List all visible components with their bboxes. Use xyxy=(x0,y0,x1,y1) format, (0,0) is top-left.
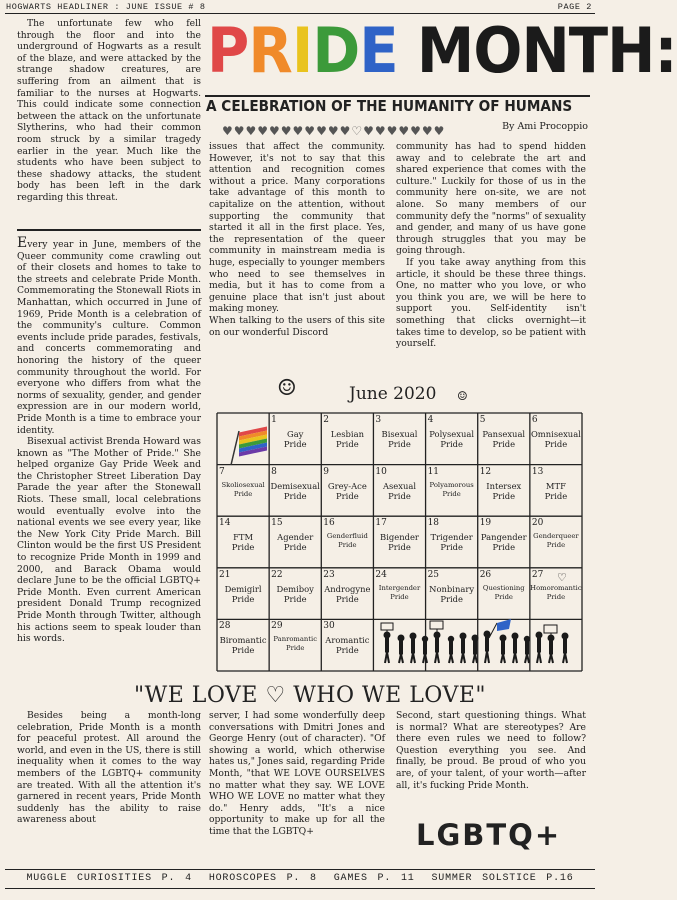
calendar-day-number: 9 xyxy=(323,466,330,477)
title-letter: P xyxy=(207,14,249,87)
pride-calendar xyxy=(217,413,582,671)
calendar-day xyxy=(530,465,582,517)
calendar-day xyxy=(321,465,373,517)
title-letter: I xyxy=(291,14,313,87)
article-column-2 xyxy=(209,141,385,338)
calendar-day-number: 23 xyxy=(323,569,335,580)
footer-rule-top xyxy=(5,869,595,870)
title-letter: R xyxy=(248,14,292,87)
calendar-day-label: Polysexual Pride xyxy=(429,429,475,449)
calendar-day xyxy=(269,619,321,671)
calendar-day xyxy=(478,516,530,568)
calendar-day-label: Homoromantic Pride xyxy=(530,583,582,601)
calendar-day-label: Agender Pride xyxy=(277,532,314,553)
calendar-day-label: Androgyne Pride xyxy=(324,583,371,604)
calendar-title: June 2020 xyxy=(349,384,437,404)
calendar-day xyxy=(321,619,373,671)
calendar-day-label: Biromantic Pride xyxy=(219,635,267,656)
calendar-day xyxy=(478,413,530,465)
article-column-3 xyxy=(396,141,586,350)
calendar-day-number: 13 xyxy=(531,466,544,477)
smiley-small-icon: ☺ xyxy=(457,389,468,403)
calendar-day-label: Nonbinary Pride xyxy=(429,583,475,604)
calendar-day-number: 16 xyxy=(323,518,335,529)
calendar-day-number: 7 xyxy=(219,466,225,477)
calendar-day-label: Omnisexual Pride xyxy=(530,429,581,449)
calendar-day xyxy=(478,465,530,517)
calendar-day-number: 10 xyxy=(375,466,387,477)
calendar-day-label: Pangender Pride xyxy=(480,532,527,553)
article-paragraph: server, I had some wonderfully deep conversations with Dmitri Jones and George Henry (out of character). "Of showing a world, which otherwise hates us," Jones said, regarding Pride Month, "that WE LOVE OURSELVES no matter what they say. WE LOVE WHO WE LOVE no matter what they do." Henry adds, "It's a nice opportunity to make up for all the time that the LGBTQ+ xyxy=(209,710,385,837)
calendar-day xyxy=(217,619,269,671)
calendar-day-label: Demisexual Pride xyxy=(270,480,320,501)
calendar-day-number: 28 xyxy=(219,621,231,632)
calendar-day-number: 26 xyxy=(479,569,492,580)
calendar-day-label: Lesbian Pride xyxy=(330,429,364,449)
calendar-day-label: Demiboy Pride xyxy=(276,583,314,604)
article-column-1 xyxy=(17,235,201,645)
calendar-day-number: 29 xyxy=(271,621,283,632)
calendar-day-label: Demigirl Pride xyxy=(224,583,262,604)
footer-item[interactable]: HOROSCOPES P. 8 xyxy=(208,873,317,884)
hearts-divider: ♥♥♥♥♥♥♥♥♥♥♥♡♥♥♥♥♥♥♥ xyxy=(222,124,446,138)
calendar-day-number: 20 xyxy=(531,518,544,529)
calendar-day xyxy=(373,413,425,465)
calendar-day-number: 17 xyxy=(375,518,387,529)
footer-item[interactable]: MUGGLE CURIOSITIES P. 4 xyxy=(26,873,192,884)
calendar-day-label: Skoliosexual Pride xyxy=(221,480,265,498)
calendar-day-label: Genderqueer Pride xyxy=(533,532,579,550)
article-paragraph: When talking to the users of this site on our wonderful Discord xyxy=(209,314,385,338)
calendar-day xyxy=(530,568,582,620)
calendar-day-number: 21 xyxy=(219,569,231,580)
calendar-day xyxy=(269,465,321,517)
calendar-day-label: Grey-Ace Pride xyxy=(327,480,367,501)
calendar-day-label: Polyamorous Pride xyxy=(429,480,474,498)
calendar-day-label: Intersex Pride xyxy=(486,480,522,501)
calendar-day-number: 6 xyxy=(531,415,538,425)
calendar-day-number: 30 xyxy=(323,621,335,632)
side-story-rule xyxy=(17,229,201,231)
byline: By Ami Procoppio xyxy=(502,121,588,132)
article-paragraph: community has had to spend hidden away and to celebrate the art and shared experience that comes with the culture." Luckily for those of us in the community here on-site, we are not alone. So many members of our community defy the "norms" of sexuality and gender, and many of us have gone through struggles that you may be going through. xyxy=(396,141,586,257)
calendar-day xyxy=(373,568,425,620)
article-paragraph: Second, start questioning things. What is normal? What are stereotypes? Are there even rules we need to follow? Question everything you see. And finally, be proud. Be proud of who you are, of your talent, of your worth—after all, it's fucking Pride Month. xyxy=(396,710,586,791)
calendar-day xyxy=(321,568,373,620)
footer-item[interactable]: GAMES P. 11 xyxy=(333,873,415,884)
calendar-day-number: 5 xyxy=(479,415,486,425)
calendar-day-label: MTF Pride xyxy=(544,480,568,501)
calendar-day-label: Asexual Pride xyxy=(382,480,417,501)
calendar-day-label: Bisexual Pride xyxy=(381,429,418,449)
calendar-day-label: Intergender Pride xyxy=(378,583,421,601)
calendar-day-label: Questioning Pride xyxy=(482,583,525,601)
calendar-day-label: Aromantic Pride xyxy=(325,635,370,656)
calendar-day-label: Gay Pride xyxy=(283,429,307,449)
footer-index xyxy=(0,873,600,884)
calendar-day xyxy=(269,568,321,620)
calendar-day-label: FTM Pride xyxy=(231,532,255,553)
article-column-2-bottom xyxy=(209,710,385,838)
calendar-day xyxy=(373,516,425,568)
calendar-day-number: 8 xyxy=(271,466,277,477)
calendar-day xyxy=(217,568,269,620)
calendar-day xyxy=(217,516,269,568)
smiley-icon: ☺ xyxy=(277,376,297,401)
article-column-3-bottom xyxy=(396,710,586,791)
calendar-day-number: 14 xyxy=(219,518,231,529)
article-paragraph: If you take away anything from this article, it should be these three things. One, no matter who you love, or who you think you are, we will be here to support you. Self-identity isn't something that clicks overnight—it takes time to develop, so be patient with yourself. xyxy=(396,256,586,350)
calendar-day-label: Panromantic Pride xyxy=(273,635,318,653)
title-letter: E xyxy=(359,14,398,87)
calendar-day-number: 18 xyxy=(427,518,440,529)
article-paragraph: Bisexual activist Brenda Howard was known as "The Mother of Pride." She helped organize Gay Pride Week and the Christopher Street Liberation Day Parade the year after the Stonewall Riots. These small, local celebrations would eventually evolve into the national events we see every year, like the New York City Pride March. Bill Clinton would be the first US President to recognize Pride Month in 1999 and 2000, and Barack Obama would declare June to be the official LGBTQ+ Pride Month. Even current American president Donald Trump recognized Pride Month through Twitter, although his actions seem to speak louder than his words. xyxy=(17,436,201,645)
calendar-day-number: 2 xyxy=(323,415,330,425)
article-paragraph: Besides being a month-long celebration, Pride Month is a month for peaceful protest. All around the world, and even in the US, there is still inequality when it comes to the way members of the LGBTQ+ community are treated. With all the attention it's garnered in recent years, Pride Month suddenly has the ability to raise awareness about xyxy=(17,710,201,826)
article-paragraph: issues that affect the community. However, it's not to say that this attention and recognition comes without a price. Many corporations take advantage of this month to capitalize on the attention, without supporting the community that started it all in the first place. Yes, the representation of the queer community in mainstream media is huge, especially to younger members who need to see themselves in media, but it has to come from a genuine place that isn't just about making money. xyxy=(209,141,385,315)
protest-crowd-icon xyxy=(375,621,580,669)
calendar-day xyxy=(478,568,530,620)
page-title xyxy=(207,14,677,87)
calendar-day-number: 12 xyxy=(479,466,492,477)
calendar-day-number: 1 xyxy=(271,415,277,425)
calendar-day-number: 22 xyxy=(271,569,283,580)
footer-rule-bottom xyxy=(5,888,595,889)
calendar-day-label: Bigender Pride xyxy=(380,532,419,553)
calendar-day xyxy=(321,516,373,568)
lgbtq-logo: LGBTQ+ xyxy=(416,818,562,852)
calendar-day xyxy=(321,413,373,465)
calendar-day-number: 3 xyxy=(375,415,382,425)
page-number: PAGE 2 xyxy=(557,2,592,12)
calendar-day xyxy=(530,516,582,568)
side-story-text: The unfortunate few who fell through the floor and into the underground of Hogwarts as a result of the blaze, and were attacked by the strange shadow creatures, are suffering from an ailment that is familiar to the nurses at Hogwarts. This could indicate some connection between the attack on the unfortunate Slytherins, who had their common room struck by a similar tragedy earlier in the year. Much like the students who have been subject to these shadowy attacks, the student body has been left in the dark regarding this threat. xyxy=(17,18,201,203)
article-column-1-bottom xyxy=(17,710,201,826)
calendar-day xyxy=(269,413,321,465)
rainbow-flag-icon xyxy=(227,427,271,467)
calendar-day xyxy=(426,516,478,568)
calendar-day xyxy=(426,413,478,465)
calendar-day-label: Trigender Pride xyxy=(430,532,473,553)
side-story xyxy=(17,18,201,204)
calendar-day-number: 25 xyxy=(427,569,440,580)
calendar-day-number: 19 xyxy=(479,518,492,529)
calendar-day xyxy=(426,568,478,620)
calendar-day-number: 4 xyxy=(427,415,434,425)
calendar-day-number: 24 xyxy=(375,569,387,580)
heart-doodle-icon: ♡ xyxy=(557,571,567,584)
calendar-day-number: 27 xyxy=(531,569,544,580)
title-rest: MONTH: xyxy=(416,14,677,87)
calendar-day xyxy=(426,465,478,517)
quote-banner: "WE LOVE ♡ WHO WE LOVE" xyxy=(134,683,487,708)
footer-item[interactable]: SUMMER SOLSTICE P.16 xyxy=(431,873,574,884)
calendar-day xyxy=(269,516,321,568)
calendar-day-number: 15 xyxy=(271,518,283,529)
issue-header: HOGWARTS HEADLINER : JUNE ISSUE # 8 xyxy=(6,2,206,12)
calendar-day xyxy=(217,465,269,517)
title-letter: D xyxy=(312,14,360,87)
article-paragraph: Every year in June, members of the Queer community come crawling out of their closets and homes to take to the streets and celebrate Pride Month. Commemorating the Stonewall Riots in Manhattan, which occurred in June of 1969, Pride Month is a celebration of the community's culture. Common events include pride parades, festivals, and concerts commemorating and honoring the history of the queer community throughout the world. For everyone who differs from what the norms of sexuality, gender, and gender expression are in our modern world, Pride Month is a time to embrace your identity. xyxy=(17,235,201,436)
calendar-day xyxy=(530,413,582,465)
calendar-day-label: Genderfluid Pride xyxy=(326,532,368,550)
calendar-day-label: Pansexual Pride xyxy=(482,429,526,449)
subtitle: A CELEBRATION OF THE HUMANITY OF HUMANS xyxy=(206,97,573,115)
calendar-day xyxy=(373,465,425,517)
calendar-day-number: 11 xyxy=(427,466,440,477)
